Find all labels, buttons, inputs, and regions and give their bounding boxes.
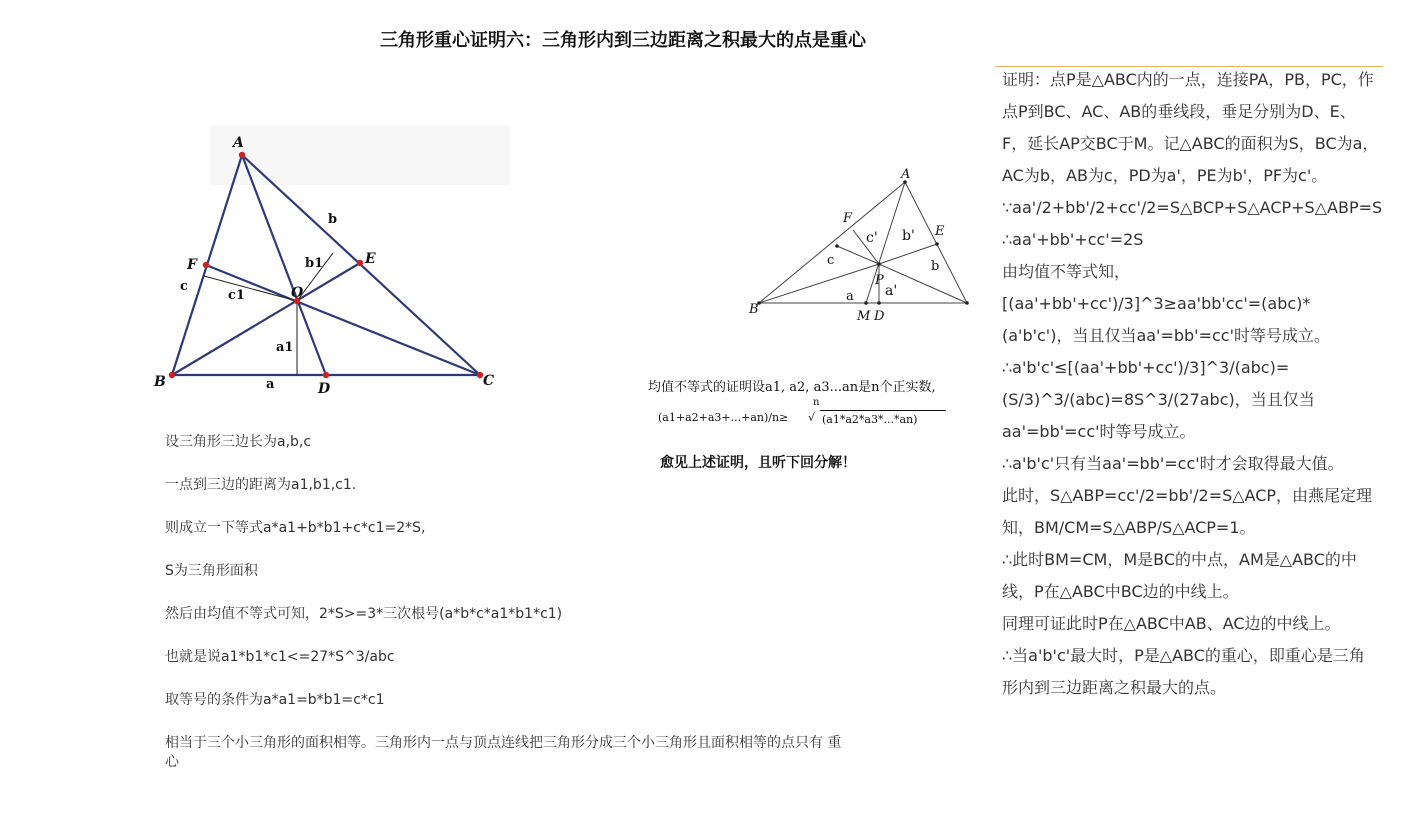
line-BP xyxy=(759,264,879,303)
left-line: 也就是说a1*b1*c1<=27*S^3/abc xyxy=(165,649,395,665)
point-E xyxy=(357,260,363,266)
label-A: A xyxy=(901,167,911,182)
label-D: D xyxy=(874,309,885,324)
proof-line: 由均值不等式知，[(aa'+bb'+cc')/3]^3≥aa'bb'cc'=(abc)*(a'b'c')，当且仅当aa'=bb'=cc'时等号成立。 xyxy=(1002,262,1330,345)
proof-line: 同理可证此时P在△ABC中AB、AC边的中线上。 xyxy=(1002,614,1341,633)
radical-icon: √ xyxy=(808,411,816,424)
left-line: S为三角形面积 xyxy=(165,563,258,579)
left-line: 取等号的条件为a*a1=b*b1=c*c1 xyxy=(165,692,385,708)
label-c: c xyxy=(827,253,835,268)
label-E: E xyxy=(935,224,945,239)
proof-line: ∴当a'b'c'最大时，P是△ABC的重心，即重心是三角形内到三边距离之积最大的点。 xyxy=(1002,646,1365,697)
point-D xyxy=(877,301,881,305)
label-b: b xyxy=(931,259,940,274)
point-B xyxy=(169,372,175,378)
label-D: D xyxy=(318,381,331,395)
figure-background xyxy=(210,125,510,185)
radical-bar xyxy=(820,410,946,411)
median-BE xyxy=(172,263,360,375)
left-explanation xyxy=(165,433,845,796)
perpendicular-c1 xyxy=(204,276,297,301)
label-P: P xyxy=(875,273,884,288)
label-a: a xyxy=(266,377,275,392)
label-A: A xyxy=(233,135,244,151)
am-gm-statement: 均值不等式的证明设a1, a2, a3...an是n个正实数, xyxy=(648,380,936,395)
left-line: 一点到三边的距离为a1,b1,c1. xyxy=(165,477,357,493)
label-F: F xyxy=(843,211,853,226)
label-c1: c1 xyxy=(228,288,245,303)
am-gm-inequality xyxy=(648,397,936,431)
proof-line: 此时，S△ABP=cc'/2=bb'/2=S△ACP，由燕尾定理知，BM/CM=S△ABP/S△ACP=1。 xyxy=(1002,486,1373,537)
label-M: M xyxy=(857,309,871,324)
point-P xyxy=(877,262,881,266)
label-c-prime: c' xyxy=(866,230,878,246)
point-E xyxy=(935,242,939,246)
left-line: 然后由均值不等式可知，2*S>=3*三次根号(a*b*c*a1*b1*c1) xyxy=(165,606,563,622)
page-title: 三角形重心证明六：三角形内到三边距离之积最大的点是重心 xyxy=(380,30,866,51)
label-a: a xyxy=(846,289,854,304)
point-C xyxy=(965,301,969,305)
proof-line: ∴aa'+bb'+cc'=2S xyxy=(1002,230,1144,249)
am-gm-root-index: n xyxy=(813,397,820,408)
label-B: B xyxy=(749,302,759,317)
to-be-continued: 愈见上述证明，且听下回分解！ xyxy=(660,455,856,471)
proof-line: ∵aa'/2+bb'/2+cc'/2=S△BCP+S△ACP+S△ABP=S xyxy=(1002,198,1383,217)
label-E: E xyxy=(365,251,376,267)
proof-text xyxy=(1002,64,1383,704)
point-F xyxy=(835,244,839,248)
proof-line: 证明：点P是△ABC内的一点，连接PA，PB，PC，作点P到BC、AC、AB的垂线段，垂足分别为D、E、F，延长AP交BC于M。记△ABC的面积为S，BC为a，AC为b，AB为c，PD为a'，PE为b'，PF为c'。 xyxy=(1002,70,1379,185)
proof-line: ∴a'b'c'只有当aa'=bb'=cc'时才会取得最大值。 xyxy=(1002,454,1344,473)
left-line: 设三角形三边长为a,b,c xyxy=(165,434,312,450)
label-b-prime: b' xyxy=(902,228,915,244)
proof-line: ∴此时BM=CM，M是BC的中点，AM是△ABC的中线，P在△ABC中BC边的中线上。 xyxy=(1002,550,1357,601)
median-CF xyxy=(206,265,480,375)
point-D xyxy=(323,372,329,378)
label-C: C xyxy=(483,373,495,389)
label-O: O xyxy=(291,285,304,301)
perpendicular-PE xyxy=(879,244,937,264)
proof-line: ∴a'b'c'≤[(aa'+bb'+cc')/3]^3/(abc)=(S/3)^3/(abc)=8S^3/(27abc)，当且仅当aa'=bb'=cc'时等号成立。 xyxy=(1002,358,1315,441)
point-F xyxy=(203,262,209,268)
triangle-figure-centroid xyxy=(150,125,510,395)
am-gm-rhs: (a1*a2*a3*...*an) xyxy=(822,413,918,426)
label-b1: b1 xyxy=(305,256,324,271)
label-F: F xyxy=(187,257,197,273)
label-c: c xyxy=(180,279,188,294)
label-b: b xyxy=(328,212,338,227)
am-gm-lhs: (a1+a2+a3+...+an)/n≥ xyxy=(658,411,789,424)
label-a-prime: a' xyxy=(885,283,898,299)
label-a1: a1 xyxy=(276,340,294,355)
point-M xyxy=(864,301,868,305)
left-line: 则成立一下等式a*a1+b*b1+c*c1=2*S, xyxy=(165,520,426,536)
triangle-figure-proof xyxy=(745,160,985,330)
label-B: B xyxy=(154,374,166,390)
left-line: 相当于三个小三角形的面积相等。三角形内一点与顶点连线把三角形分成三个小三角形且面积相等的点只有 重心 xyxy=(165,735,842,770)
am-gm-note xyxy=(648,376,936,431)
point-A xyxy=(239,152,245,158)
